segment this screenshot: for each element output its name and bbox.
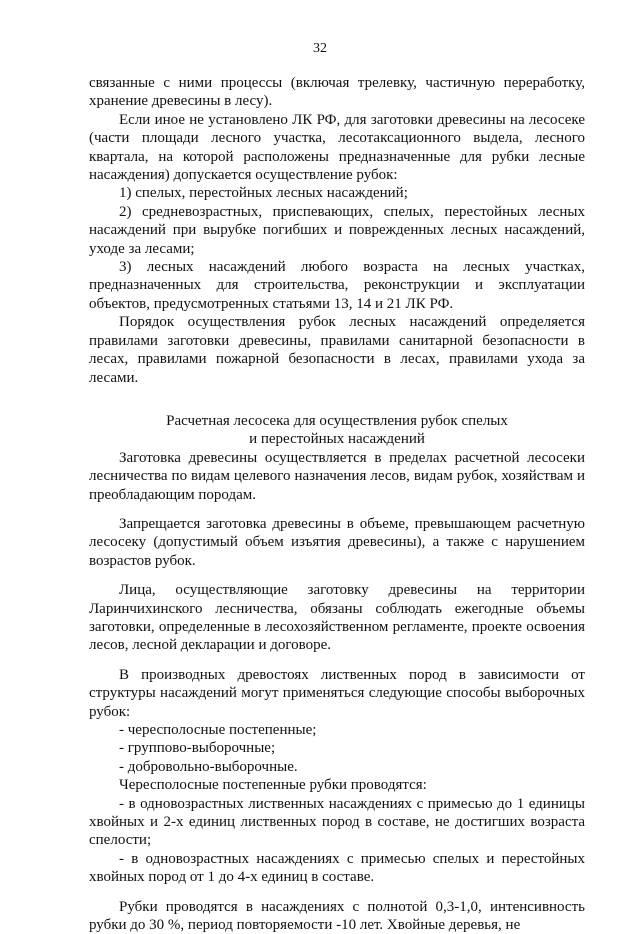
section-heading-line-1: Расчетная лесосека для осуществления рубок спелых xyxy=(166,412,508,429)
paragraph-selective-methods: В производных древостоях лиственных пород в зависимости от структуры насаждений могут применяться следующие способы выборочных рубок: xyxy=(89,666,585,720)
strip-condition-1: - в одновозрастных лиственных насаждениях с примесью до 1 единицы хвойных и 2-х единиц лиственных пород в составе, не достигших возраста спелости; xyxy=(89,795,585,849)
list-item-3: 3) лесных насаждений любого возраста на лесных участках, предназначенных для строительства, реконструкции и эксплуатации объектов, предусмотренных статьями 13, 14 и 21 ЛК РФ. xyxy=(89,259,585,312)
method-item-2: - группово-выборочные; xyxy=(119,740,276,757)
page-number: 32 xyxy=(313,41,327,56)
section-heading-line-2: и перестойных насаждений xyxy=(249,431,425,448)
paragraph-obligations: Лица, осуществляющие заготовку древесины на территории Ларинчихинского лесничества, обязаны соблюдать ежегодные объемы заготовки, определенные в лесохозяйственном регламенте, проекте освоения лесов, лесной декларации и договоре. xyxy=(89,582,585,654)
list-item-1: 1) спелых, перестойных лесных насаждений; xyxy=(119,185,408,202)
method-item-1: - чересполосные постепенные; xyxy=(119,722,317,738)
strip-condition-2: - в одновозрастных насаждениях с примесью спелых и перестойных хвойных пород от 1 до 4-х единиц в составе. xyxy=(89,850,585,886)
method-item-3: - добровольно-выборочные. xyxy=(119,758,298,775)
paragraph-logging-conditions: Если иное не установлено ЛК РФ, для заготовки древесины на лесосеке (части площади лесного участка, лесотаксационного выдела, лесного квартала, на которой расположены предназначенные для рубки лесные насаждения) допускается осуществление рубок: xyxy=(89,111,585,184)
paragraph-continuation: связанные с ними процессы (включая трелевку, частичную переработку, хранение древесины в лесу). xyxy=(89,75,585,110)
paragraph-strip-cuttings: Чересполосные постепенные рубки проводятся: xyxy=(119,777,427,794)
paragraph-logging-rules: Порядок осуществления рубок лесных насаждений определяется правилами заготовки древесины, правилами санитарной безопасности в лесах, правилами пожарной безопасности в лесах, правилами ухода за лесами. xyxy=(89,314,585,386)
paragraph-prohibition: Запрещается заготовка древесины в объеме, превышающем расчетную лесосеку (допустимый объем изъятия древесины), а также с нарушением возрастов рубок. xyxy=(89,515,585,569)
paragraph-harvest-limits: Заготовка древесины осуществляется в пределах расчетной лесосеки лесничества по видам целевого назначения лесов, видам рубок, хозяйствам и преобладающим породам. xyxy=(89,449,585,503)
document-body xyxy=(89,74,585,934)
paragraph-cutting-parameters: Рубки проводятся в насаждениях с полнотой 0,3-1,0, интенсивность рубки до 30 %, период повторяемости -10 лет. Хвойные деревья, не xyxy=(89,898,585,934)
section-heading xyxy=(89,412,585,449)
list-item-2: 2) средневозрастных, приспевающих, спелых, перестойных лесных насаждений при вырубке погибших и поврежденных лесных насаждений, уходе за лесами; xyxy=(89,203,585,257)
